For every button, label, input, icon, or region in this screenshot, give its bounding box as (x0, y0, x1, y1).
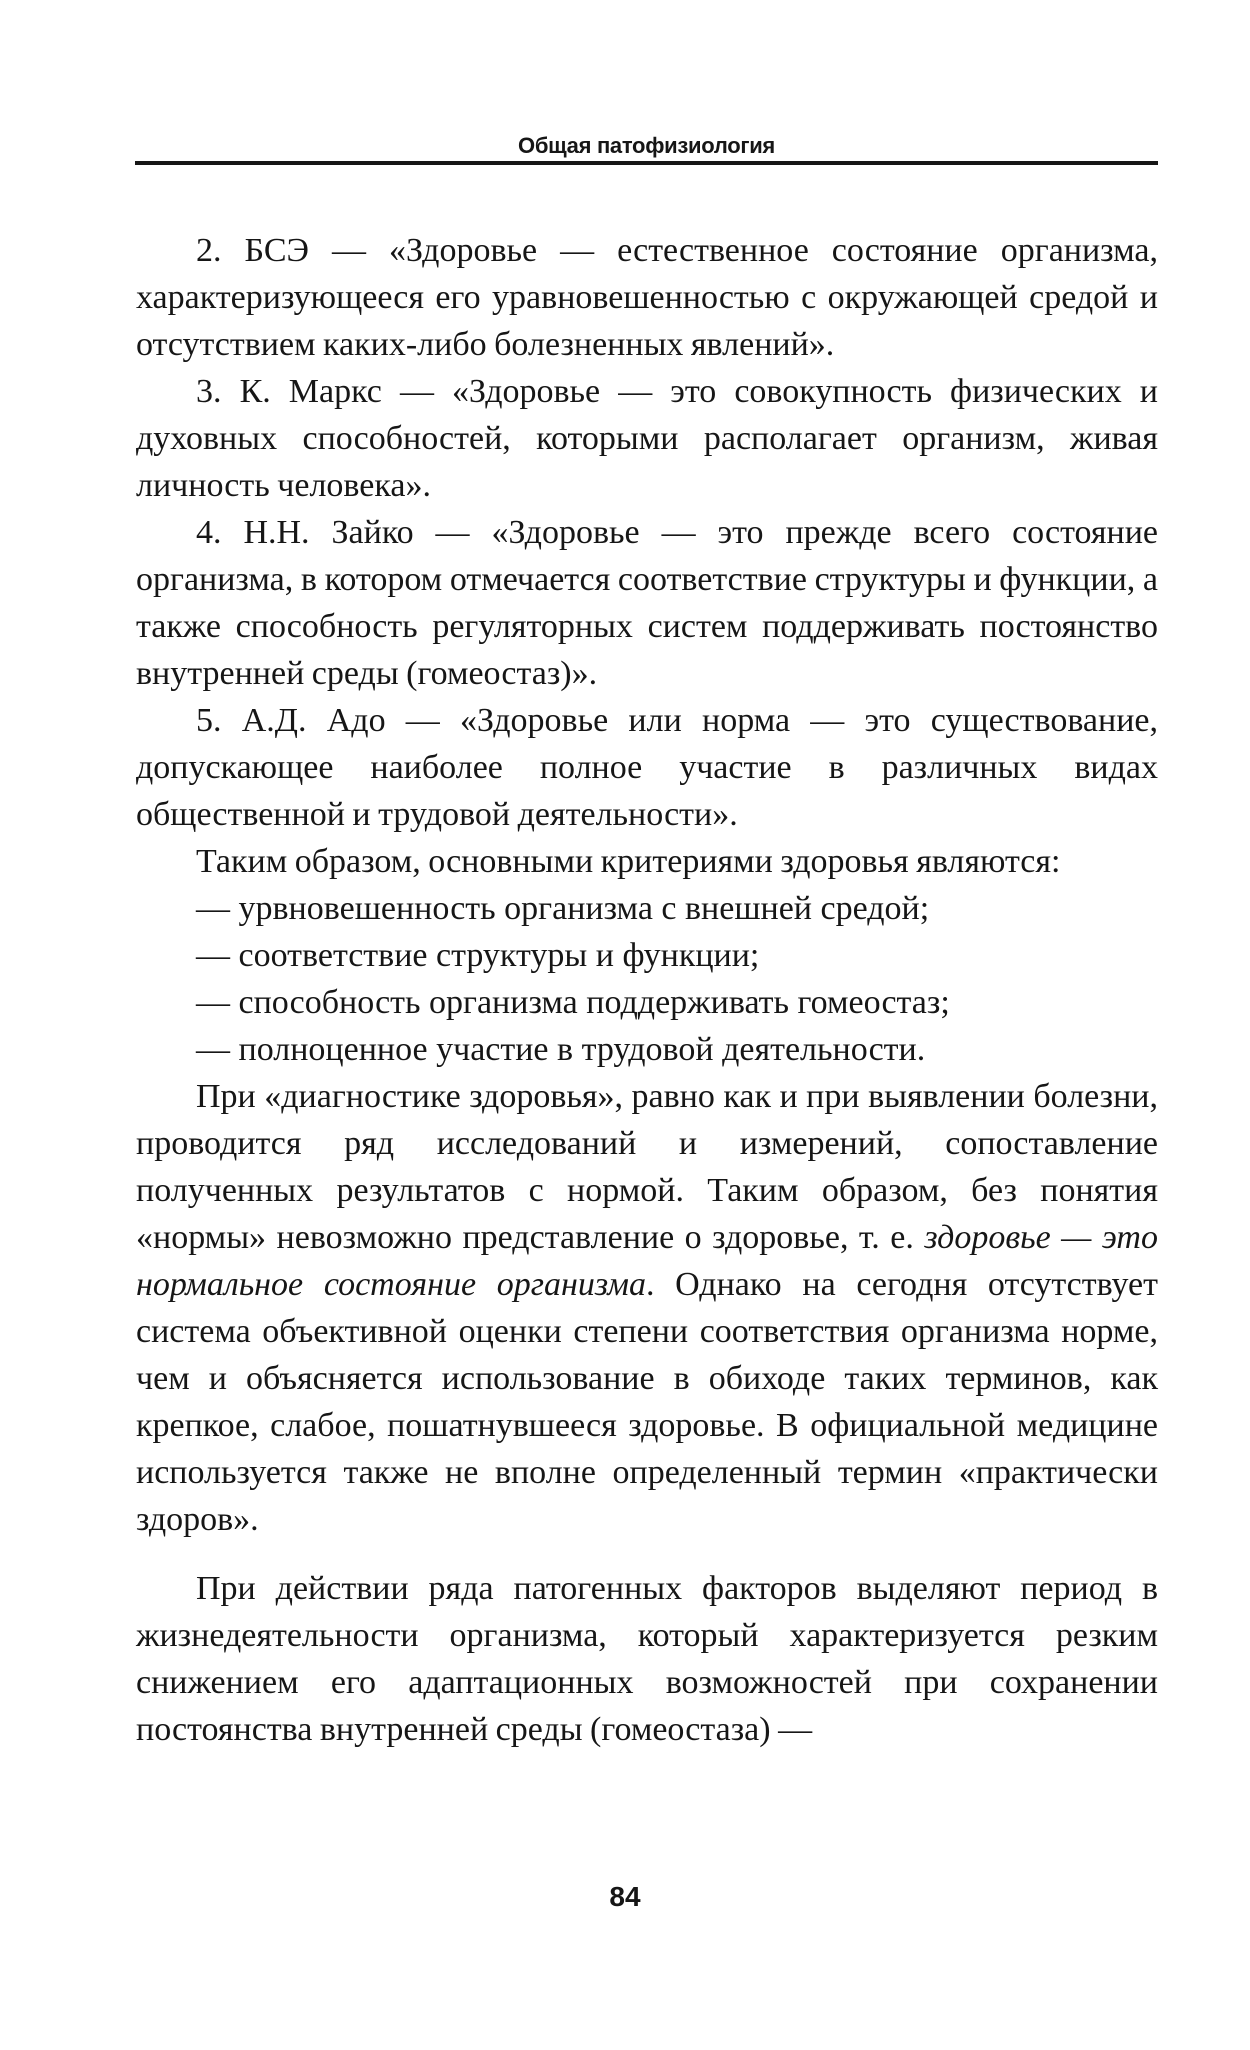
pathogenic-factors-paragraph: При действии ряда патогенных факторов выделяют период в жизнедеятельности организма, который характеризуется резким снижением его адаптационных возможностей при сохранении постоянства внутренней среды (гомеостаза) — (136, 1570, 1158, 1748)
criteria-intro: Таким образом, основными критериями здоровья являются: (196, 843, 1061, 880)
running-header (135, 132, 1158, 165)
list-item: — урвновешенность организма с внешней средой; (196, 890, 930, 927)
paragraph-text-end: . Однако на сегодня отсутствует система объективной оценки степени соответствия организма норме, чем и объясняется использование в обиходе таких терминов, как крепкое, слабое, пошатнувшееся здоровье. В официальной медицине используется также не вполне определенный термин «практически здоров». (136, 1266, 1158, 1538)
definition-marx: 3. К. Маркс — «Здоровье — это совокупность физических и духовных способностей, которыми располагает организм, живая личность человека». (136, 373, 1158, 504)
page-number: 84 (609, 1881, 641, 1912)
definition-bse: 2. БСЭ — «Здоровье — естественное состояние организма, характеризующееся его уравновешенностью с окружающей средой и отсутствием каких-либо болезненных явлений». (136, 232, 1158, 363)
header-divider (135, 161, 1158, 165)
running-header-title: Общая патофизиология (518, 133, 775, 158)
list-item: — способность организма поддерживать гомеостаз; (196, 984, 950, 1021)
health-criteria-list (136, 885, 1158, 1073)
page-body (136, 227, 1158, 1753)
health-diagnostics-paragraph (136, 1073, 1158, 1543)
italic-definition: здоровье — это нормальное состояние организма (136, 1219, 1158, 1303)
definition-ado: 5. А.Д. Адо — «Здоровье или норма — это существование, допускающее наиболее полное участие в различных видах общественной и трудовой деятельности». (136, 702, 1158, 833)
list-item: — соответствие структуры и функции; (196, 937, 760, 974)
definition-zaiko: 4. Н.Н. Зайко — «Здоровье — это прежде всего состояние организма, в котором отмечается соответствие структуры и функции, а также способность регуляторных систем поддерживать постоянство внутренней среды (гомеостаз)». (136, 514, 1158, 692)
paragraph-text-start: При «диагностике здоровья», равно как и при выявлении болезни, проводится ряд исследований и измерений, сопоставление полученных результатов с нормой. Таким образом, без понятия «нормы» невозможно представление о здоровье, т. е. (136, 1078, 1158, 1256)
list-item: — полноценное участие в трудовой деятельности. (196, 1031, 926, 1068)
